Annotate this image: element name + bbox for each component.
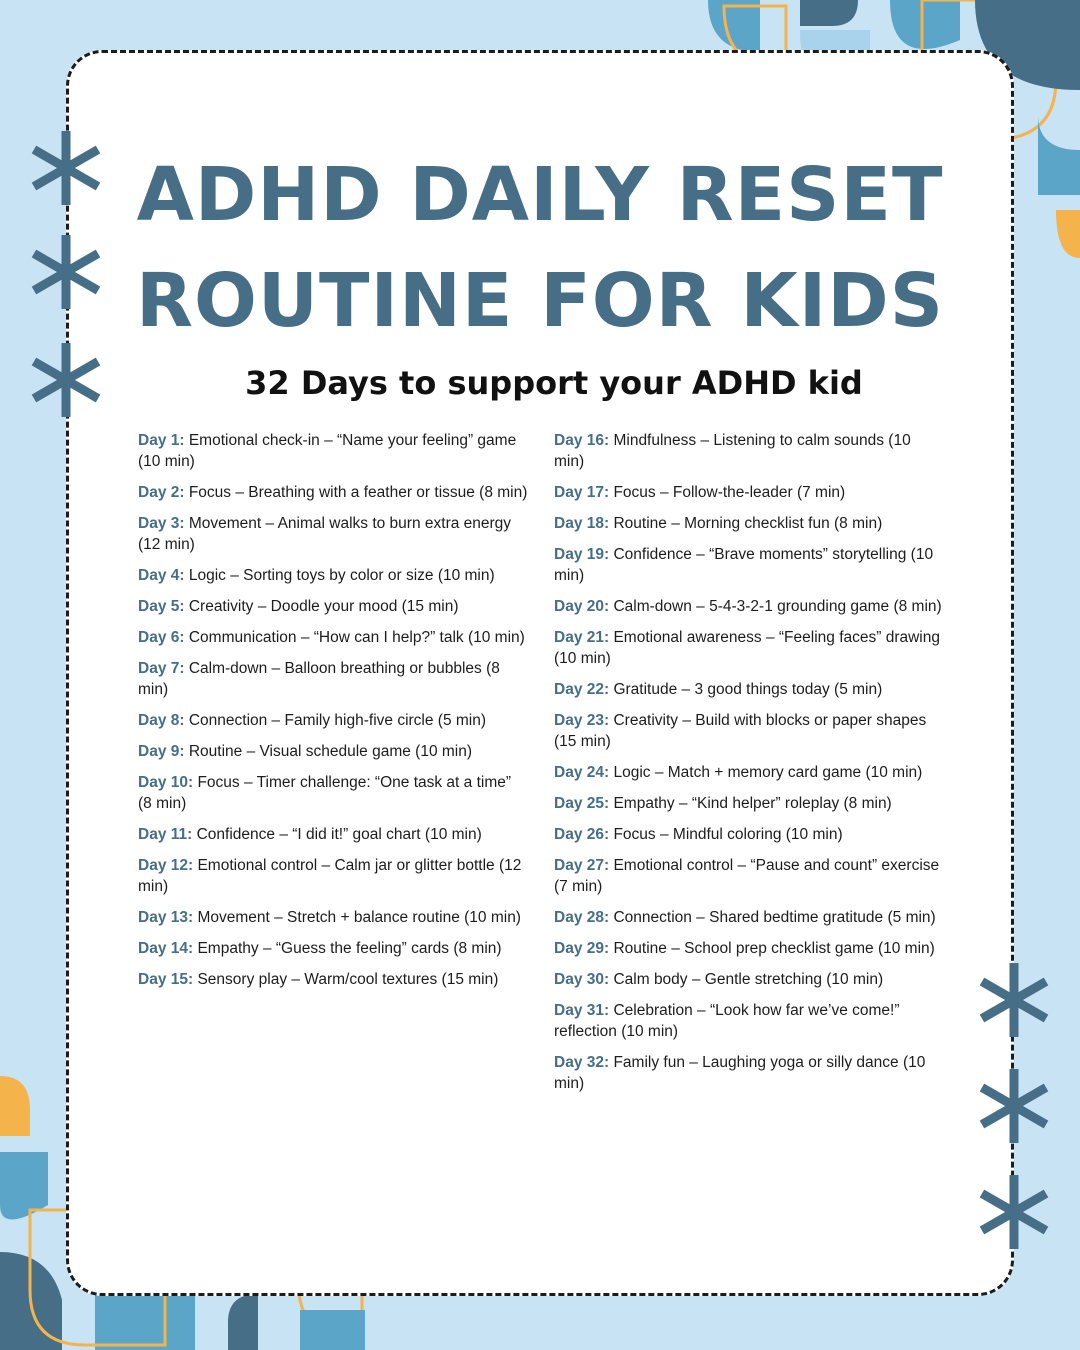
activity-text: Emotional check-in – “Name your feeling” game (10 min) xyxy=(138,432,517,470)
routine-day-item xyxy=(138,741,528,762)
routine-day-item xyxy=(554,430,944,472)
activity-text: Focus – Follow-the-leader (7 min) xyxy=(609,484,846,501)
activity-text: Emotional awareness – “Feeling faces” drawing (10 min) xyxy=(554,629,940,667)
subtitle: 32 Days to support your ADHD kid xyxy=(245,364,863,402)
day-label: Day 31: xyxy=(554,1002,610,1019)
routine-day-item xyxy=(138,627,528,648)
routine-day-item xyxy=(138,824,528,845)
routine-day-item xyxy=(138,855,528,897)
day-label: Day 3: xyxy=(138,515,185,532)
day-label: Day 13: xyxy=(138,909,194,926)
routine-day-item xyxy=(138,710,528,731)
asterisk-icon xyxy=(980,1175,1049,1249)
day-label: Day 23: xyxy=(554,712,610,729)
routine-day-item xyxy=(554,679,944,700)
routine-day-item xyxy=(554,762,944,783)
day-label: Day 21: xyxy=(554,629,610,646)
activity-text: Mindfulness – Listening to calm sounds (10 min) xyxy=(554,432,911,470)
day-label: Day 17: xyxy=(554,484,610,501)
activity-text: Logic – Sorting toys by color or size (10 min) xyxy=(184,567,495,584)
activity-text: Connection – Family high-five circle (5 min) xyxy=(184,712,487,729)
routine-day-item xyxy=(554,855,944,897)
routine-day-item xyxy=(138,482,528,503)
activity-text: Focus – Breathing with a feather or tissue (8 min) xyxy=(184,484,528,501)
routine-day-item xyxy=(554,1052,944,1094)
day-label: Day 9: xyxy=(138,743,185,760)
title-line-2: ROUTINE FOR KIDS xyxy=(135,258,945,344)
activity-text: Confidence – “I did it!” goal chart (10 min) xyxy=(192,826,482,843)
day-label: Day 20: xyxy=(554,598,610,615)
day-label: Day 5: xyxy=(138,598,185,615)
activity-text: Movement – Animal walks to burn extra energy (12 min) xyxy=(138,515,512,553)
activity-text: Empathy – “Guess the feeling” cards (8 min) xyxy=(193,940,502,957)
day-label: Day 28: xyxy=(554,909,610,926)
routine-day-item xyxy=(138,907,528,928)
routine-day-item xyxy=(554,710,944,752)
activity-text: Calm-down – 5-4-3-2-1 grounding game (8 min) xyxy=(609,598,942,615)
routine-day-item xyxy=(554,938,944,959)
day-label: Day 15: xyxy=(138,971,194,988)
routine-day-item xyxy=(138,565,528,586)
activity-text: Sensory play – Warm/cool textures (15 min) xyxy=(193,971,499,988)
routine-day-item xyxy=(138,938,528,959)
title-line-1: ADHD DAILY RESET xyxy=(136,152,944,238)
activity-text: Celebration – “Look how far we’ve come!” reflection (10 min) xyxy=(554,1002,900,1040)
activity-text: Movement – Stretch + balance routine (10 min) xyxy=(193,909,521,926)
activity-text: Routine – Visual schedule game (10 min) xyxy=(184,743,473,760)
routine-day-item xyxy=(554,1000,944,1042)
routine-day-item xyxy=(554,793,944,814)
routine-day-item xyxy=(554,482,944,503)
day-label: Day 6: xyxy=(138,629,185,646)
routine-day-item xyxy=(138,430,528,472)
day-label: Day 7: xyxy=(138,660,185,677)
routine-day-item xyxy=(138,969,528,990)
day-label: Day 29: xyxy=(554,940,610,957)
day-label: Day 2: xyxy=(138,484,185,501)
routine-day-item xyxy=(554,596,944,617)
day-label: Day 22: xyxy=(554,681,610,698)
activity-text: Routine – Morning checklist fun (8 min) xyxy=(609,515,883,532)
routine-day-item xyxy=(138,772,528,814)
day-label: Day 18: xyxy=(554,515,610,532)
day-label: Day 32: xyxy=(554,1054,610,1071)
activity-text: Routine – School prep checklist game (10 min) xyxy=(609,940,935,957)
activity-text: Emotional control – Calm jar or glitter bottle (12 min) xyxy=(138,857,522,895)
activity-text: Calm body – Gentle stretching (10 min) xyxy=(609,971,884,988)
routine-day-item xyxy=(554,969,944,990)
day-label: Day 26: xyxy=(554,826,610,843)
routine-day-item xyxy=(138,513,528,555)
day-label: Day 27: xyxy=(554,857,610,874)
day-label: Day 10: xyxy=(138,774,194,791)
day-label: Day 16: xyxy=(554,432,610,449)
routine-day-item xyxy=(554,513,944,534)
asterisk-icon xyxy=(980,963,1049,1037)
day-label: Day 14: xyxy=(138,940,194,957)
activity-text: Gratitude – 3 good things today (5 min) xyxy=(609,681,883,698)
activity-text: Connection – Shared bedtime gratitude (5 min) xyxy=(609,909,936,926)
day-label: Day 11: xyxy=(138,826,193,843)
activity-text: Focus – Timer challenge: “One task at a time” (8 min) xyxy=(138,774,512,812)
routine-day-item xyxy=(554,627,944,669)
activity-text: Creativity – Build with blocks or paper shapes (15 min) xyxy=(554,712,927,750)
activity-text: Focus – Mindful coloring (10 min) xyxy=(609,826,843,843)
day-label: Day 8: xyxy=(138,712,185,729)
activity-text: Creativity – Doodle your mood (15 min) xyxy=(184,598,459,615)
routine-day-item xyxy=(554,824,944,845)
day-label: Day 30: xyxy=(554,971,610,988)
routine-day-item xyxy=(138,596,528,617)
day-label: Day 12: xyxy=(138,857,194,874)
activity-text: Calm-down – Balloon breathing or bubbles (8 min) xyxy=(138,660,500,698)
activity-text: Family fun – Laughing yoga or silly dance (10 min) xyxy=(554,1054,926,1092)
activity-text: Logic – Match + memory card game (10 min) xyxy=(609,764,923,781)
routine-day-item xyxy=(554,544,944,586)
activity-text: Emotional control – “Pause and count” exercise (7 min) xyxy=(554,857,940,895)
routine-day-item xyxy=(554,907,944,928)
day-label: Day 4: xyxy=(138,567,185,584)
activity-text: Empathy – “Kind helper” roleplay (8 min) xyxy=(609,795,892,812)
activity-text: Confidence – “Brave moments” storytelling (10 min) xyxy=(554,546,934,584)
routine-day-item xyxy=(138,658,528,700)
day-label: Day 1: xyxy=(138,432,185,449)
routine-list-left xyxy=(138,430,528,1000)
day-label: Day 24: xyxy=(554,764,610,781)
day-label: Day 19: xyxy=(554,546,610,563)
asterisk-icon xyxy=(980,1069,1049,1143)
activity-text: Communication – “How can I help?” talk (10 min) xyxy=(184,629,525,646)
day-label: Day 25: xyxy=(554,795,610,812)
routine-list-right xyxy=(554,430,944,1104)
